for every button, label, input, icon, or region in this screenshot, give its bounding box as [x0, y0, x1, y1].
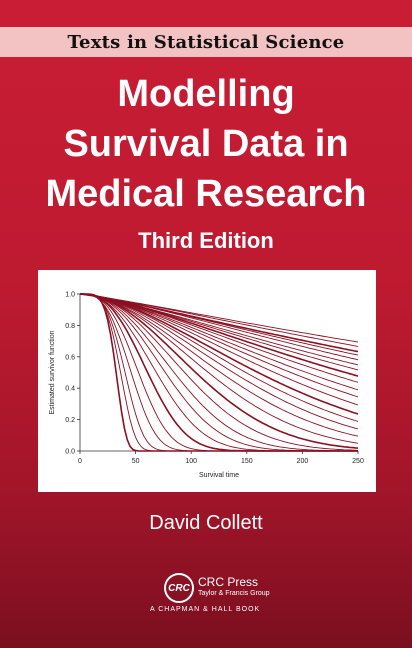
- author-name: David Collett: [149, 512, 263, 534]
- survival-chart: [38, 270, 376, 492]
- series-name: Texts in Statistical Science: [67, 31, 345, 53]
- edition: Third Edition: [138, 228, 274, 253]
- publisher-imprint: A CHAPMAN & HALL BOOK: [150, 606, 261, 613]
- y-tick-label: 0.6: [65, 354, 75, 362]
- y-tick-label: 0.8: [65, 322, 75, 330]
- x-tick-label: 200: [296, 458, 309, 465]
- title-line-1: Modelling: [117, 73, 295, 115]
- x-tick-label: 150: [240, 458, 253, 465]
- x-tick-label: 0: [78, 458, 82, 465]
- y-tick-label: 0.4: [65, 385, 75, 393]
- publisher-name: CRC Press: [198, 575, 259, 589]
- title-line-2: Survival Data in: [63, 123, 349, 165]
- y-tick-label: 0.2: [65, 417, 75, 425]
- series-banner: [0, 27, 412, 57]
- survival-curve: [80, 294, 358, 414]
- x-axis-label: Survival time: [198, 472, 240, 479]
- title-line-3: Medical Research: [45, 173, 367, 215]
- x-tick-label: 50: [131, 458, 140, 465]
- cover-plot: [38, 270, 376, 492]
- crc-logo: CRC: [164, 573, 194, 603]
- y-tick-label: 0.0: [65, 448, 75, 456]
- x-tick-label: 250: [352, 458, 364, 465]
- y-axis-label: Estimated survivor function: [49, 330, 56, 415]
- publisher-group: Taylor & Francis Group: [198, 590, 270, 597]
- y-tick-label: 1.0: [65, 291, 75, 299]
- publisher-block: [150, 573, 330, 623]
- x-tick-label: 100: [185, 458, 198, 465]
